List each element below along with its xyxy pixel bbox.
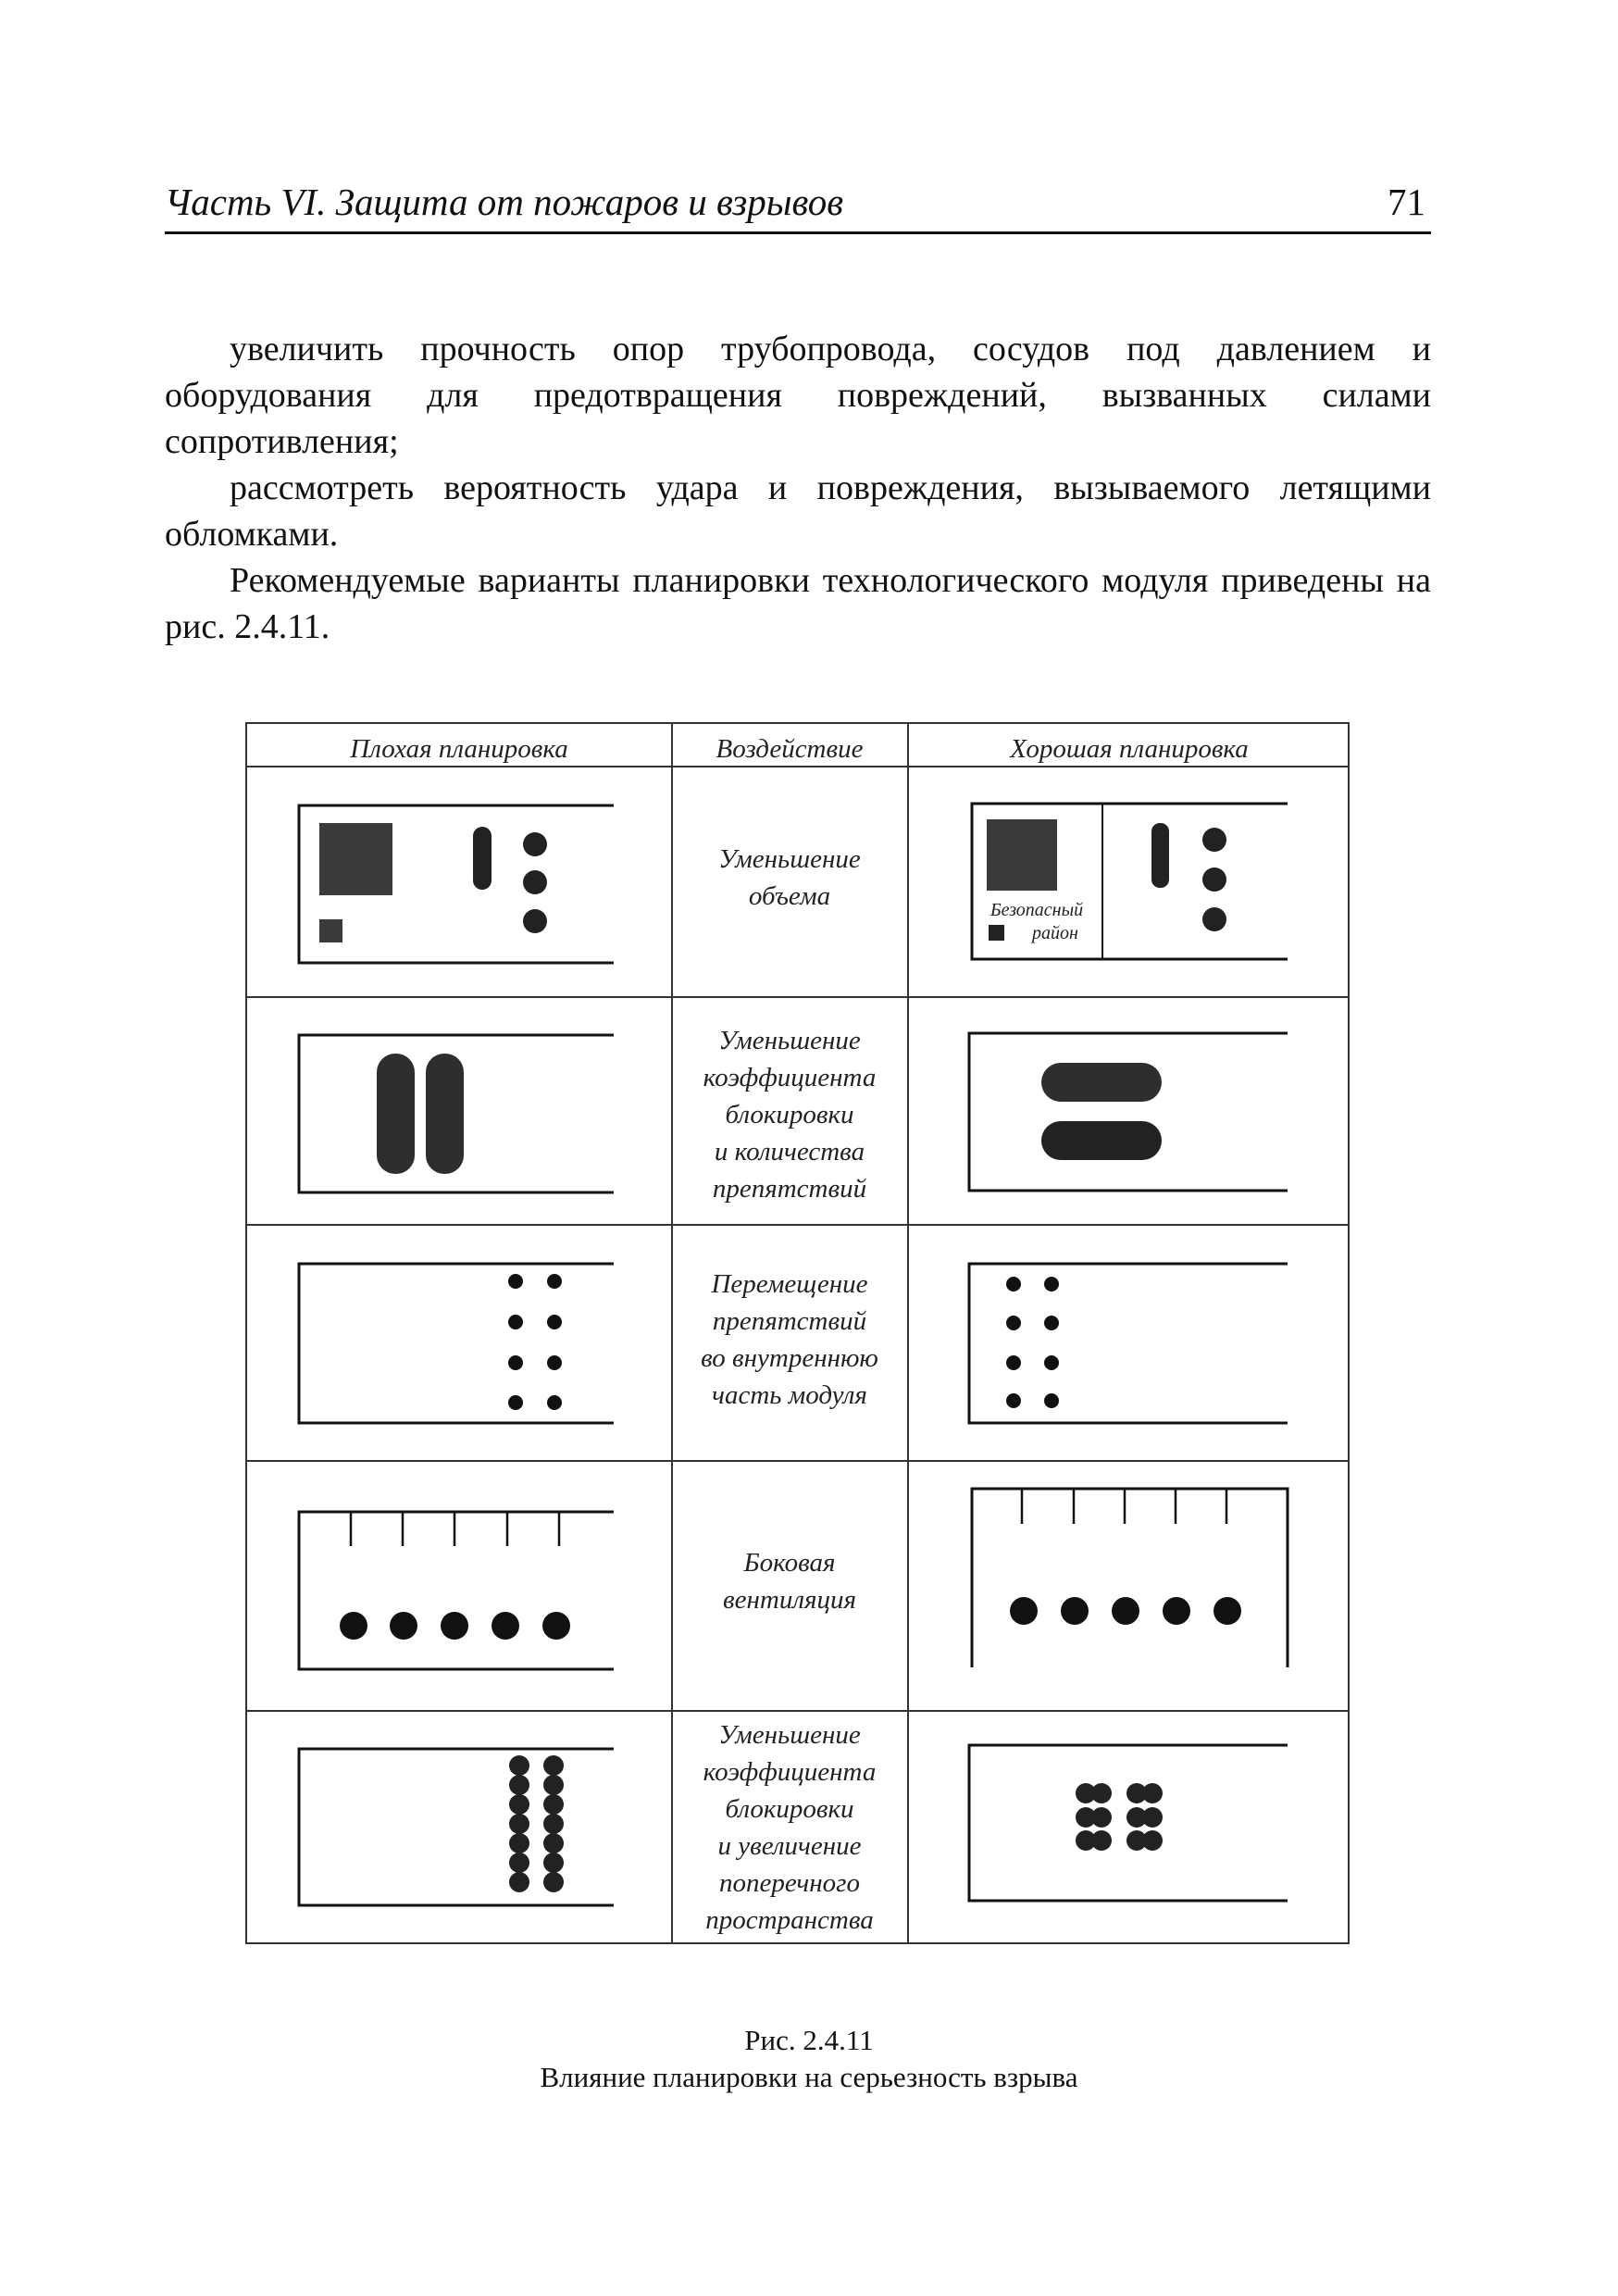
paragraph: рассмотреть вероятность удара и повреждения, вызываемого летящими обломками. <box>165 468 1431 554</box>
obstacle <box>1202 828 1226 852</box>
effect-text: пространства <box>705 1905 874 1935</box>
obstacle <box>1163 1597 1190 1625</box>
page-number: 71 <box>1388 181 1425 223</box>
layout-comparison-figure <box>245 722 1350 1944</box>
obstacle <box>441 1612 468 1640</box>
obstacle <box>1044 1393 1059 1408</box>
obstacle <box>1044 1277 1059 1292</box>
obstacle <box>547 1395 562 1410</box>
obstacle <box>1010 1597 1038 1625</box>
obstacle <box>1006 1393 1021 1408</box>
effect-text: Боковая <box>743 1548 836 1578</box>
page-header <box>165 174 1431 234</box>
safe-area-label: район <box>1032 923 1078 943</box>
effect-text: Уменьшение <box>718 1720 861 1750</box>
large-equipment <box>319 823 392 895</box>
figure-caption-label: Рис. 2.4.11 <box>744 2024 874 2056</box>
vessel <box>377 1054 415 1174</box>
effect-text: Перемещение <box>711 1269 868 1299</box>
obstacle <box>523 870 547 894</box>
good-layout-volume <box>972 804 1288 959</box>
effect-text: блокировки <box>725 1100 854 1129</box>
effect-text: коэффициента <box>703 1063 877 1092</box>
small-equipment <box>989 925 1004 941</box>
vessel <box>1041 1063 1162 1102</box>
effect-text: препятствий <box>712 1306 867 1336</box>
effect-text: блокировки <box>725 1794 854 1824</box>
column-header-effect: Воздействие <box>716 734 864 764</box>
bad-layout-ventilation <box>299 1512 614 1669</box>
obstacle <box>542 1612 570 1640</box>
vessel <box>1151 823 1169 888</box>
obstacle <box>1006 1355 1021 1370</box>
column-header-good-layout: Хорошая планировка <box>1010 734 1249 764</box>
effect-text: поперечного <box>719 1868 860 1898</box>
obstacle <box>508 1315 523 1329</box>
obstacle <box>1044 1316 1059 1330</box>
effect-text: и увеличение <box>717 1831 862 1861</box>
large-equipment <box>987 819 1057 891</box>
safe-area-label: Безопасный <box>989 900 1084 920</box>
good-layout-relocation <box>969 1264 1288 1423</box>
effect-text: Уменьшение <box>718 844 861 874</box>
good-layout-ventilation <box>972 1489 1288 1667</box>
bad-layout-spacing <box>299 1749 614 1905</box>
small-equipment <box>319 919 342 942</box>
obstacle <box>508 1395 523 1410</box>
obstacle <box>508 1355 523 1370</box>
obstacle <box>547 1274 562 1289</box>
obstacle <box>492 1612 519 1640</box>
obstacle <box>1006 1316 1021 1330</box>
body-text <box>165 326 1431 650</box>
effect-text: вентиляция <box>723 1585 856 1615</box>
vessel <box>473 827 492 890</box>
obstacle <box>508 1274 523 1289</box>
column-header-bad-layout: Плохая планировка <box>350 734 568 764</box>
good-layout-blockage <box>969 1033 1288 1191</box>
effect-text: и количества <box>714 1137 865 1167</box>
obstacle <box>523 832 547 856</box>
running-title: Часть VI. Защита от пожаров и взрывов <box>165 181 844 223</box>
effect-text: коэффициента <box>703 1757 877 1787</box>
effect-text: часть модуля <box>712 1380 867 1410</box>
obstacle <box>390 1612 417 1640</box>
paragraph: увеличить прочность опор трубопровода, сосудов под давлением и оборудования для предотвращения повреждений, вызванных силами сопротивления; <box>165 330 1431 461</box>
obstacle <box>1202 907 1226 931</box>
bad-layout-volume <box>299 805 614 963</box>
obstacle <box>1112 1597 1139 1625</box>
obstacle <box>1006 1277 1021 1292</box>
obstacle <box>1044 1355 1059 1370</box>
paragraph: Рекомендуемые варианты планировки технологического модуля приведены на рис. 2.4.11. <box>165 561 1431 646</box>
obstacle <box>1214 1597 1241 1625</box>
obstacle <box>1061 1597 1089 1625</box>
obstacle <box>547 1355 562 1370</box>
bad-layout-blockage <box>299 1035 614 1192</box>
vessel <box>426 1054 464 1174</box>
bad-layout-relocation <box>299 1264 614 1423</box>
obstacle <box>1202 867 1226 892</box>
effect-text: во внутреннюю <box>701 1343 878 1373</box>
effect-text: объема <box>748 881 831 911</box>
vessel <box>1041 1121 1162 1160</box>
figure-canvas <box>245 722 1350 1944</box>
obstacle <box>340 1612 367 1640</box>
figure-caption-title: Влияние планировки на серьезность взрыва <box>540 2061 1078 2093</box>
effect-text: Уменьшение <box>718 1026 861 1055</box>
good-layout-spacing <box>969 1745 1288 1901</box>
obstacle <box>547 1315 562 1329</box>
obstacle <box>523 909 547 933</box>
effect-text: препятствий <box>712 1174 867 1204</box>
